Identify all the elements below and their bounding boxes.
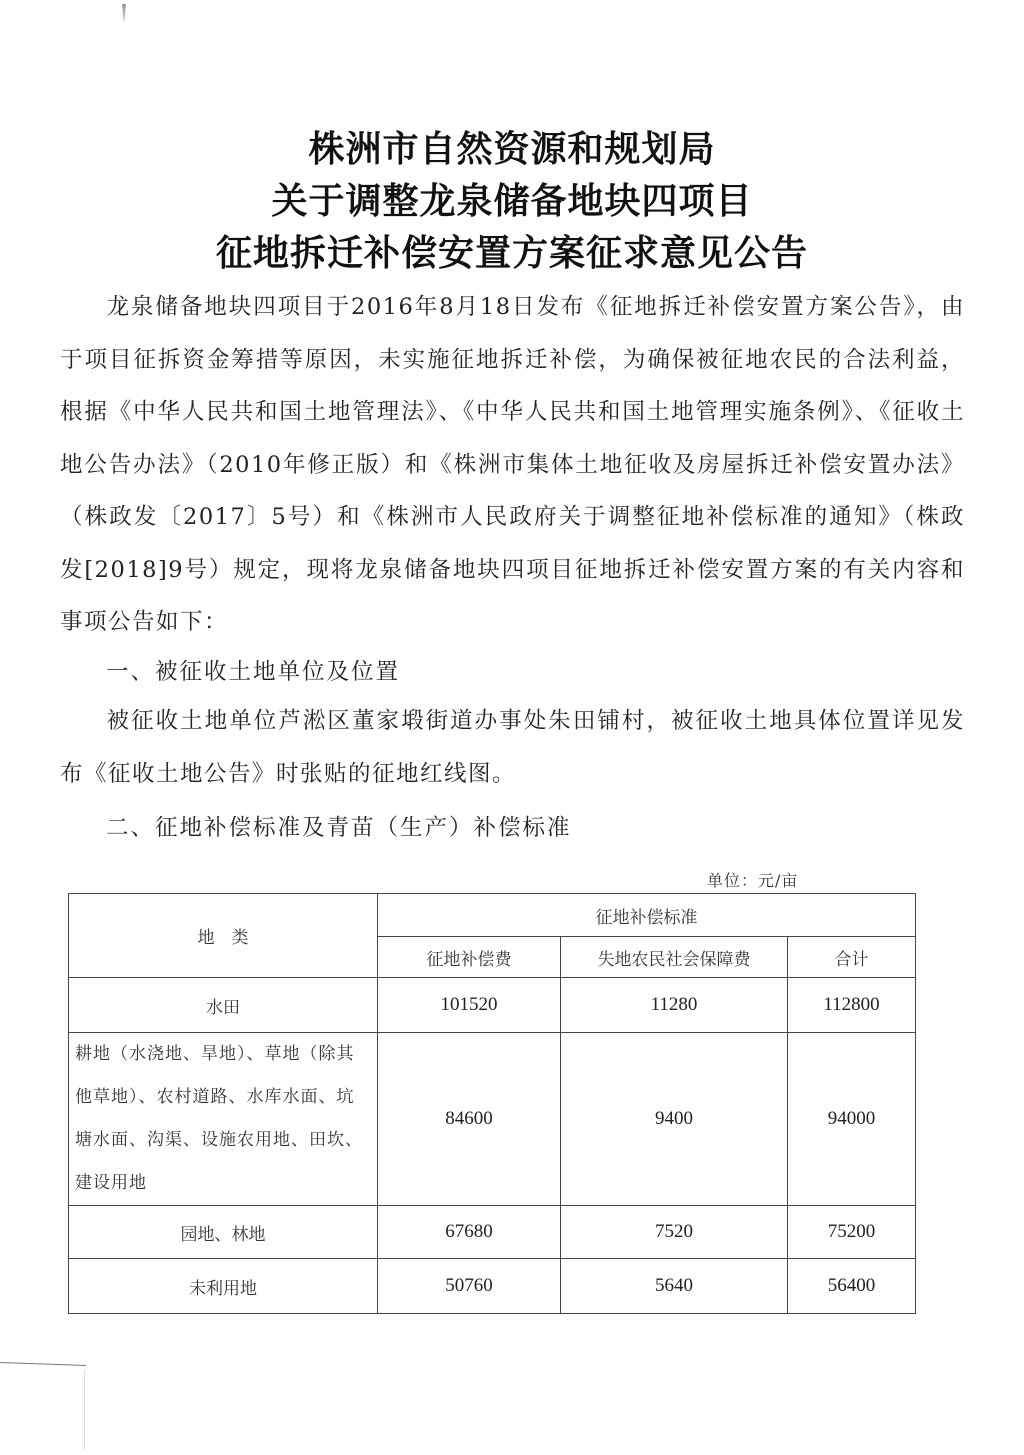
- cell-total: 75200: [788, 1206, 916, 1259]
- cell-compensation: 50760: [378, 1259, 561, 1314]
- header-social-security: 失地农民社会保障费: [561, 937, 788, 978]
- cell-land-type: 水田: [69, 978, 378, 1033]
- cell-social-security: 11280: [561, 978, 788, 1033]
- header-compensation-fee: 征地补偿费: [378, 937, 561, 978]
- cell-compensation: 84600: [378, 1033, 561, 1206]
- header-total: 合计: [788, 937, 916, 978]
- scan-artifact-mark: [122, 4, 126, 22]
- title-line-3: 征地拆迁补偿安置方案征求意见公告: [215, 232, 808, 274]
- cell-compensation: 101520: [378, 978, 561, 1033]
- section-2-heading: 二、征地补偿标准及青苗（生产）补偿标准: [106, 815, 572, 841]
- intro-paragraph: [60, 281, 965, 649]
- table-header-row: [69, 894, 916, 937]
- title-line-1: 株洲市自然资源和规划局: [308, 128, 716, 170]
- title-line-2: 关于调整龙泉储备地块四项目: [271, 180, 753, 222]
- table-row: [69, 1259, 916, 1314]
- scan-artifact-corner: [0, 1362, 86, 1366]
- intro-paragraph-text: 龙泉储备地块四项目于2016年8月18日发布《征地拆迁补偿安置方案公告》，由于项目征拆资金筹措等原因，未实施征地拆迁补偿，为确保被征地农民的合法利益，根据《中华人民共和国土地管理法》、《中华人民共和国土地管理实施条例》、《征收土地公告办法》（2010年修正版）和《株洲市集体土地征收及房屋拆迁补偿安置办法》（株政发〔2017〕5号）和《株洲市人民政府关于调整征地补偿标准的通知》（株政发[2018]9号）规定，现将龙泉储备地块四项目征地拆迁补偿安置方案的有关内容和事项公告如下：: [60, 294, 965, 635]
- header-compensation-standard: 征地补偿标准: [378, 894, 916, 937]
- cell-social-security: 5640: [561, 1259, 788, 1314]
- cell-compensation: 67680: [378, 1206, 561, 1259]
- cell-total: 56400: [788, 1259, 916, 1314]
- unit-label: 单位：元/亩: [707, 871, 799, 890]
- cell-total: 112800: [788, 978, 916, 1033]
- cell-land-type: 未利用地: [69, 1259, 378, 1314]
- section-1-paragraph: [60, 695, 965, 800]
- cell-land-type: 园地、林地: [69, 1206, 378, 1259]
- table-row: [69, 1033, 916, 1206]
- cell-social-security: 9400: [561, 1033, 788, 1206]
- section-1-heading: 一、被征收土地单位及位置: [106, 659, 401, 685]
- compensation-table: [68, 893, 916, 1314]
- scan-artifact-corner-vertical: [84, 1370, 85, 1450]
- cell-social-security: 7520: [561, 1206, 788, 1259]
- table-row: [69, 1206, 916, 1259]
- header-land-type: 地 类: [69, 894, 378, 978]
- cell-land-type: 耕地（水浇地、旱地）、草地（除其他草地）、农村道路、水库水面、坑塘水面、沟渠、设施农用地、田坎、建设用地: [69, 1033, 378, 1206]
- cell-total: 94000: [788, 1033, 916, 1206]
- table-row: [69, 978, 916, 1033]
- section-1-paragraph-text: 被征收土地单位芦淞区董家塅街道办事处朱田铺村，被征收土地具体位置详见发布《征收土地公告》时张贴的征地红线图。: [60, 708, 965, 787]
